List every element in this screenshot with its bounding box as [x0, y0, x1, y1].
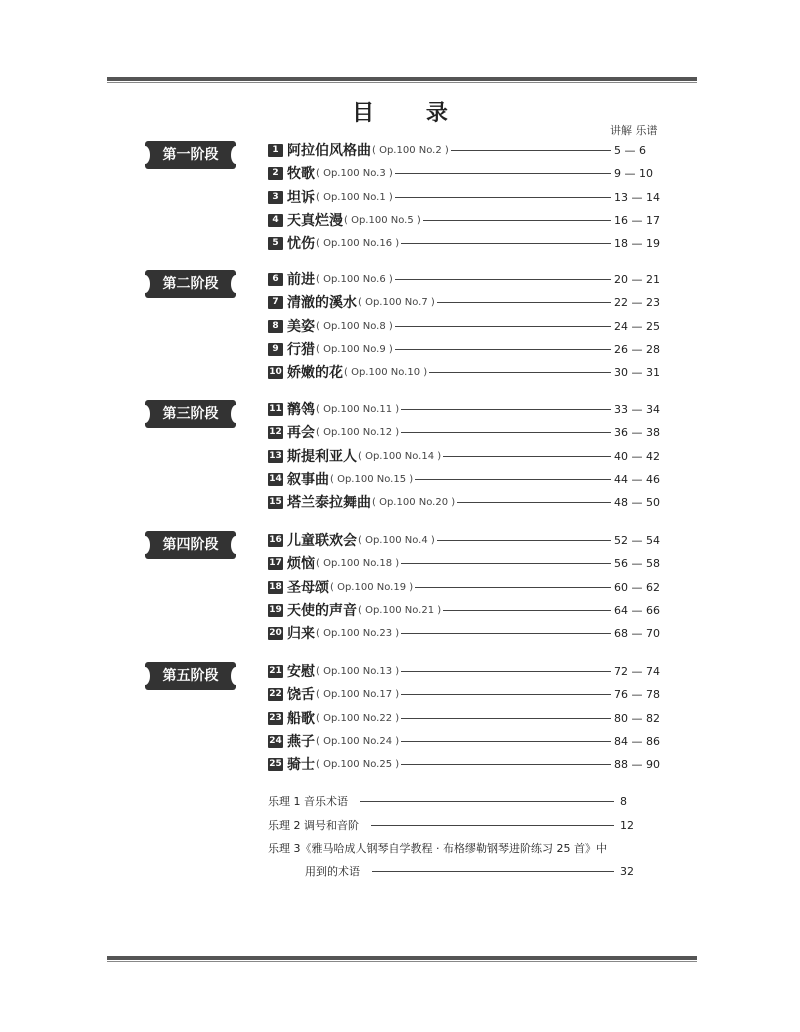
theory-page: 12 — [620, 818, 634, 832]
entry-title: 牧歌 — [287, 166, 315, 182]
entry-opus: ( Op.100 No.5 ) — [344, 214, 421, 226]
entry-number-badge: 4 — [268, 214, 283, 227]
entry-number-badge: 8 — [268, 320, 283, 333]
toc-entry[interactable] — [268, 233, 658, 253]
entry-title: 娇嫩的花 — [287, 365, 343, 381]
entry-pages: 52 — 54 — [614, 533, 660, 547]
entry-title: 叙事曲 — [287, 472, 329, 488]
stage-badge — [145, 531, 236, 559]
entry-title: 天使的声音 — [287, 603, 357, 619]
entry-title: 圣母颂 — [287, 580, 329, 596]
entry-pages: 24 — 25 — [614, 319, 660, 333]
entry-number-badge: 24 — [269, 735, 282, 746]
entry-opus: ( Op.100 No.21 ) — [358, 604, 442, 616]
leader-line — [437, 540, 611, 541]
entry-pages: 36 — 38 — [614, 425, 660, 439]
leader-line — [401, 694, 611, 695]
toc-entry[interactable] — [268, 210, 658, 230]
entry-number-badge: 22 — [269, 688, 282, 699]
entry-opus: ( Op.100 No.8 ) — [316, 320, 393, 332]
entry-number-badge: 2 — [268, 167, 283, 180]
leader-line — [371, 825, 614, 826]
entry-title: 烦恼 — [287, 556, 315, 572]
leader-line — [401, 741, 611, 742]
theory-entry-2[interactable] — [268, 816, 636, 834]
toc-entry[interactable] — [268, 469, 658, 489]
entry-pages: 64 — 66 — [614, 603, 660, 617]
leader-line — [401, 718, 611, 719]
entry-pages: 30 — 31 — [614, 365, 660, 379]
toc-entry[interactable] — [268, 446, 658, 466]
entry-number-badge: 25 — [269, 758, 282, 769]
entry-pages: 22 — 23 — [614, 295, 660, 309]
toc-entry[interactable] — [268, 553, 658, 573]
entry-number-badge: 15 — [269, 496, 282, 507]
leader-line — [437, 302, 611, 303]
entry-number-badge: 1 — [268, 144, 283, 157]
entry-title: 美姿 — [287, 319, 315, 335]
entry-opus: ( Op.100 No.14 ) — [358, 450, 442, 462]
theory-entry-1[interactable] — [268, 792, 636, 810]
entry-number-badge: 7 — [268, 296, 283, 309]
leader-line — [401, 243, 611, 244]
entry-title: 坦诉 — [287, 190, 315, 206]
entry-number-badge: 13 — [269, 450, 282, 461]
entry-pages: 76 — 78 — [614, 687, 660, 701]
stage-badge — [145, 662, 236, 690]
entry-number-badge: 17 — [269, 557, 282, 568]
entry-title: 饶舌 — [287, 687, 315, 703]
toc-entry[interactable] — [268, 754, 658, 774]
entry-pages: 72 — 74 — [614, 664, 660, 678]
stage-label: 第一阶段 — [162, 147, 219, 163]
entry-number-badge: 21 — [269, 665, 282, 676]
theory-entry-3-line1[interactable]: 乐理 3《雅马哈成人钢琴自学教程 · 布格缪勒钢琴进阶练习 25 首》中 — [268, 842, 607, 855]
theory-page: 8 — [620, 794, 627, 808]
toc-entry[interactable] — [268, 422, 658, 442]
toc-entry[interactable] — [268, 187, 658, 207]
entry-pages: 20 — 21 — [614, 272, 660, 286]
toc-entry[interactable] — [268, 339, 658, 359]
page-title: 目 录 — [352, 101, 470, 126]
stage-label: 第二阶段 — [162, 276, 219, 292]
bottom-double-rule — [107, 956, 697, 963]
entry-opus: ( Op.100 No.18 ) — [316, 557, 400, 569]
entry-opus: ( Op.100 No.25 ) — [316, 758, 400, 770]
leader-line — [395, 197, 611, 198]
entry-title: 安慰 — [287, 664, 315, 680]
entry-title: 前进 — [287, 272, 315, 288]
entry-title: 骑士 — [287, 757, 315, 773]
toc-entry[interactable] — [268, 316, 658, 336]
top-double-rule — [107, 77, 697, 84]
toc-entry[interactable] — [268, 623, 658, 643]
toc-entry[interactable] — [268, 661, 658, 681]
entry-opus: ( Op.100 No.2 ) — [372, 144, 449, 156]
entry-opus: ( Op.100 No.3 ) — [316, 167, 393, 179]
entry-pages: 56 — 58 — [614, 556, 660, 570]
toc-entry[interactable] — [268, 399, 658, 419]
leader-line — [401, 409, 611, 410]
entry-number-badge: 10 — [269, 366, 282, 377]
entry-opus: ( Op.100 No.1 ) — [316, 191, 393, 203]
toc-entry[interactable] — [268, 163, 658, 183]
entry-pages: 68 — 70 — [614, 626, 660, 640]
stage-badge — [145, 400, 236, 428]
toc-entry[interactable] — [268, 577, 658, 597]
leader-line — [395, 349, 611, 350]
entry-title: 清澈的溪水 — [287, 295, 357, 311]
toc-entry[interactable] — [268, 600, 658, 620]
entry-opus: ( Op.100 No.16 ) — [316, 237, 400, 249]
stage-label: 第三阶段 — [162, 406, 219, 422]
toc-entry[interactable] — [268, 492, 658, 512]
entry-title: 再会 — [287, 425, 315, 441]
entry-number-badge: 19 — [269, 604, 282, 615]
entry-opus: ( Op.100 No.22 ) — [316, 712, 400, 724]
entry-opus: ( Op.100 No.17 ) — [316, 688, 400, 700]
entry-opus: ( Op.100 No.15 ) — [330, 473, 414, 485]
entry-opus: ( Op.100 No.4 ) — [358, 534, 435, 546]
entry-pages: 80 — 82 — [614, 711, 660, 725]
entry-title: 天真烂漫 — [287, 213, 343, 229]
leader-line — [401, 432, 611, 433]
toc-entry[interactable] — [268, 530, 658, 550]
leader-line — [443, 610, 611, 611]
entry-opus: ( Op.100 No.9 ) — [316, 343, 393, 355]
theory-label: 乐理 2 调号和音阶 — [268, 819, 359, 832]
leader-line — [429, 372, 611, 373]
stage-label: 第五阶段 — [162, 668, 219, 684]
entry-number-badge: 18 — [269, 581, 282, 592]
entry-number-badge: 23 — [269, 712, 282, 723]
entry-opus: ( Op.100 No.7 ) — [358, 296, 435, 308]
leader-line — [415, 479, 611, 480]
entry-opus: ( Op.100 No.11 ) — [316, 403, 400, 415]
entry-pages: 5 — 6 — [614, 143, 646, 157]
theory-page: 32 — [620, 864, 634, 878]
toc-entry[interactable] — [268, 140, 658, 160]
leader-line — [401, 671, 611, 672]
entry-number-badge: 14 — [269, 473, 282, 484]
entry-opus: ( Op.100 No.20 ) — [372, 496, 456, 508]
entry-title: 鹡鸰 — [287, 402, 315, 418]
toc-entry[interactable] — [268, 731, 658, 751]
theory-label: 用到的术语 — [305, 865, 360, 878]
entry-opus: ( Op.100 No.10 ) — [344, 366, 428, 378]
entry-title: 斯提利亚人 — [287, 449, 357, 465]
entry-pages: 84 — 86 — [614, 734, 660, 748]
stage-badge — [145, 141, 236, 169]
entry-number-badge: 11 — [269, 403, 282, 414]
entry-opus: ( Op.100 No.12 ) — [316, 426, 400, 438]
entry-pages: 48 — 50 — [614, 495, 660, 509]
entry-title: 忧伤 — [287, 236, 315, 252]
entry-title: 船歌 — [287, 711, 315, 727]
column-headers: 讲解 乐谱 — [610, 124, 658, 137]
entry-title: 儿童联欢会 — [287, 533, 357, 549]
leader-line — [360, 801, 614, 802]
leader-line — [401, 563, 611, 564]
toc-entry[interactable] — [268, 269, 658, 289]
entry-pages: 33 — 34 — [614, 402, 660, 416]
entry-pages: 16 — 17 — [614, 213, 660, 227]
entry-number-badge: 5 — [268, 237, 283, 250]
toc-entry[interactable] — [268, 362, 658, 382]
leader-line — [395, 173, 611, 174]
toc-entry[interactable] — [268, 292, 658, 312]
entry-number-badge: 16 — [269, 534, 282, 545]
entry-opus: ( Op.100 No.13 ) — [316, 665, 400, 677]
entry-pages: 18 — 19 — [614, 236, 660, 250]
entry-opus: ( Op.100 No.23 ) — [316, 627, 400, 639]
entry-number-badge: 20 — [269, 627, 282, 638]
leader-line — [372, 871, 614, 872]
entry-title: 塔兰泰拉舞曲 — [287, 495, 371, 511]
entry-opus: ( Op.100 No.19 ) — [330, 581, 414, 593]
leader-line — [451, 150, 611, 151]
leader-line — [395, 326, 611, 327]
leader-line — [423, 220, 611, 221]
stage-label: 第四阶段 — [162, 537, 219, 553]
entry-title: 归来 — [287, 626, 315, 642]
entry-number-badge: 12 — [269, 426, 282, 437]
entry-pages: 26 — 28 — [614, 342, 660, 356]
entry-pages: 60 — 62 — [614, 580, 660, 594]
entry-pages: 13 — 14 — [614, 190, 660, 204]
stage-badge — [145, 270, 236, 298]
entry-pages: 9 — 10 — [614, 166, 653, 180]
entry-pages: 44 — 46 — [614, 472, 660, 486]
leader-line — [401, 764, 611, 765]
entry-pages: 88 — 90 — [614, 757, 660, 771]
entry-opus: ( Op.100 No.6 ) — [316, 273, 393, 285]
leader-line — [457, 502, 611, 503]
entry-number-badge: 3 — [268, 191, 283, 204]
entry-title: 燕子 — [287, 734, 315, 750]
entry-opus: ( Op.100 No.24 ) — [316, 735, 400, 747]
leader-line — [415, 587, 611, 588]
leader-line — [395, 279, 611, 280]
theory-entry-3[interactable] — [305, 862, 636, 880]
leader-line — [401, 633, 611, 634]
entry-pages: 40 — 42 — [614, 449, 660, 463]
theory-label: 乐理 1 音乐术语 — [268, 795, 348, 808]
entry-title: 行猎 — [287, 342, 315, 358]
leader-line — [443, 456, 611, 457]
toc-entry[interactable] — [268, 708, 658, 728]
entry-number-badge: 6 — [268, 273, 283, 286]
entry-title: 阿拉伯风格曲 — [287, 143, 371, 159]
entry-number-badge: 9 — [268, 343, 283, 356]
toc-entry[interactable] — [268, 684, 658, 704]
